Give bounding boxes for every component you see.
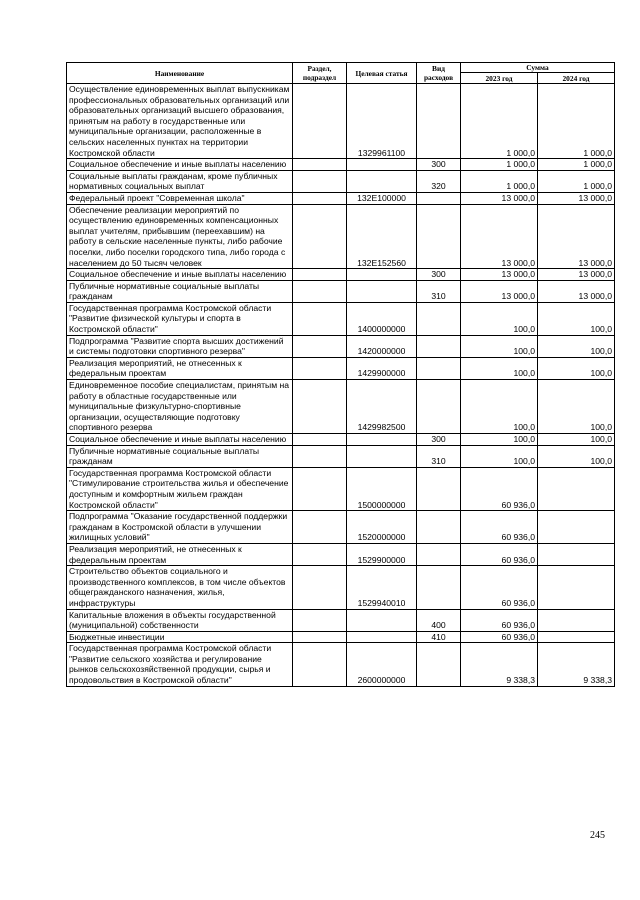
row-section [293, 84, 347, 159]
row-sum-2024: 1 000,0 [538, 159, 615, 171]
table-body [67, 84, 615, 687]
row-expense-type [417, 566, 461, 609]
row-expense-type [417, 192, 461, 204]
table-row [67, 380, 615, 434]
row-name: Реализация мероприятий, не отнесенных к федеральным проектам [67, 357, 293, 379]
row-section [293, 445, 347, 467]
page-number: 245 [590, 830, 605, 841]
row-target: 132E152560 [347, 204, 417, 269]
row-section [293, 192, 347, 204]
row-target [347, 280, 417, 302]
row-sum-2023: 1 000,0 [461, 159, 538, 171]
row-name: Федеральный проект "Современная школа" [67, 192, 293, 204]
header-sum: Сумма [461, 63, 615, 73]
row-name: Социальное обеспечение и иные выплаты населению [67, 434, 293, 446]
row-sum-2024: 100,0 [538, 357, 615, 379]
row-expense-type: 320 [417, 170, 461, 192]
row-section [293, 335, 347, 357]
row-target: 1329961100 [347, 84, 417, 159]
row-name: Обеспечение реализации мероприятий по осуществлению единовременных компенсационных выплат учителям, прибывшим (переехавшим) на работу в сельские населенные пункты, либо рабочие поселки, либо поселки городского типа, либо города с населением до 50 тысяч человек [67, 204, 293, 269]
row-sum-2024 [538, 609, 615, 631]
row-expense-type: 410 [417, 631, 461, 643]
row-target: 1429900000 [347, 357, 417, 379]
row-sum-2023: 1 000,0 [461, 84, 538, 159]
row-name: Социальные выплаты гражданам, кроме публичных нормативных социальных выплат [67, 170, 293, 192]
table-row [67, 192, 615, 204]
row-section [293, 643, 347, 686]
table-row [67, 445, 615, 467]
table-row [67, 543, 615, 565]
row-name: Публичные нормативные социальные выплаты гражданам [67, 445, 293, 467]
row-expense-type [417, 302, 461, 335]
row-section [293, 170, 347, 192]
row-name: Социальное обеспечение и иные выплаты населению [67, 269, 293, 281]
row-section [293, 631, 347, 643]
row-sum-2023: 13 000,0 [461, 192, 538, 204]
table-row [67, 357, 615, 379]
row-section [293, 380, 347, 434]
row-target [347, 434, 417, 446]
row-target: 1529940010 [347, 566, 417, 609]
row-target [347, 609, 417, 631]
row-sum-2024 [538, 543, 615, 565]
row-target [347, 159, 417, 171]
row-expense-type: 300 [417, 434, 461, 446]
row-target: 1400000000 [347, 302, 417, 335]
row-sum-2023: 100,0 [461, 357, 538, 379]
header-section: Раздел, подраздел [293, 63, 347, 84]
row-section [293, 302, 347, 335]
row-sum-2023: 60 936,0 [461, 467, 538, 510]
row-target: 1500000000 [347, 467, 417, 510]
row-section [293, 543, 347, 565]
row-section [293, 269, 347, 281]
row-sum-2023: 1 000,0 [461, 170, 538, 192]
row-expense-type [417, 357, 461, 379]
row-target: 1420000000 [347, 335, 417, 357]
row-sum-2024: 1 000,0 [538, 170, 615, 192]
row-expense-type: 310 [417, 280, 461, 302]
row-sum-2023: 60 936,0 [461, 566, 538, 609]
row-sum-2023: 60 936,0 [461, 543, 538, 565]
row-section [293, 609, 347, 631]
row-expense-type: 300 [417, 269, 461, 281]
row-expense-type [417, 335, 461, 357]
table-row [67, 434, 615, 446]
row-sum-2024: 100,0 [538, 380, 615, 434]
row-sum-2024: 13 000,0 [538, 204, 615, 269]
row-name: Бюджетные инвестиции [67, 631, 293, 643]
row-target [347, 170, 417, 192]
row-sum-2023: 60 936,0 [461, 609, 538, 631]
row-expense-type: 300 [417, 159, 461, 171]
row-name: Государственная программа Костромской области "Развитие физической культуры и спорта в Костромской области" [67, 302, 293, 335]
row-target: 1429982500 [347, 380, 417, 434]
row-sum-2024 [538, 566, 615, 609]
row-sum-2024: 13 000,0 [538, 192, 615, 204]
row-sum-2023: 9 338,3 [461, 643, 538, 686]
row-sum-2024: 100,0 [538, 434, 615, 446]
row-sum-2023: 60 936,0 [461, 631, 538, 643]
row-target [347, 445, 417, 467]
row-name: Единовременное пособие специалистам, принятым на работу в областные государственные или муниципальные физкультурно-спортивные организации, осуществляющие подготовку спортивного резерва [67, 380, 293, 434]
row-target [347, 269, 417, 281]
header-year-2024: 2024 год [538, 73, 615, 84]
row-section [293, 511, 347, 544]
table-row [67, 631, 615, 643]
row-name: Строительство объектов социального и производственного комплексов, в том числе объектов общегражданского назначения, жилья, инфраструктуры [67, 566, 293, 609]
row-target [347, 631, 417, 643]
row-sum-2023: 100,0 [461, 302, 538, 335]
row-sum-2023: 13 000,0 [461, 269, 538, 281]
row-expense-type [417, 204, 461, 269]
row-sum-2024: 1 000,0 [538, 84, 615, 159]
row-name: Социальное обеспечение и иные выплаты населению [67, 159, 293, 171]
row-name: Государственная программа Костромской области "Стимулирование строительства жилья и обеспечение доступным и комфортным жильем граждан Костромской области" [67, 467, 293, 510]
header-target: Целевая статья [347, 63, 417, 84]
row-target: 1520000000 [347, 511, 417, 544]
table-row [67, 269, 615, 281]
row-target: 2600000000 [347, 643, 417, 686]
row-sum-2023: 13 000,0 [461, 280, 538, 302]
header-expense-type: Вид расходов [417, 63, 461, 84]
row-expense-type [417, 84, 461, 159]
row-sum-2024: 100,0 [538, 335, 615, 357]
row-sum-2024 [538, 467, 615, 510]
row-sum-2023: 60 936,0 [461, 511, 538, 544]
table-row [67, 204, 615, 269]
row-name: Подпрограмма "Развитие спорта высших достижений и системы подготовки спортивного резерва" [67, 335, 293, 357]
row-sum-2023: 13 000,0 [461, 204, 538, 269]
row-sum-2024 [538, 631, 615, 643]
header-name: Наименование [67, 63, 293, 84]
row-target: 132E100000 [347, 192, 417, 204]
row-section [293, 280, 347, 302]
row-expense-type [417, 380, 461, 434]
table-row [67, 84, 615, 159]
row-name: Публичные нормативные социальные выплаты гражданам [67, 280, 293, 302]
row-sum-2023: 100,0 [461, 335, 538, 357]
table-row [67, 643, 615, 686]
table-row [67, 335, 615, 357]
row-sum-2024: 9 338,3 [538, 643, 615, 686]
row-name: Государственная программа Костромской области "Развитие сельского хозяйства и регулирование рынков сельскохозяйственной продукции, сырья и продовольствия в Костромской области" [67, 643, 293, 686]
row-expense-type [417, 643, 461, 686]
row-section [293, 357, 347, 379]
row-sum-2024: 13 000,0 [538, 280, 615, 302]
table-row [67, 280, 615, 302]
row-sum-2024: 13 000,0 [538, 269, 615, 281]
budget-table [66, 62, 615, 687]
table-row [67, 467, 615, 510]
row-expense-type [417, 543, 461, 565]
row-sum-2023: 100,0 [461, 445, 538, 467]
row-name: Капитальные вложения в объекты государственной (муниципальной) собственности [67, 609, 293, 631]
row-section [293, 434, 347, 446]
row-name: Подпрограмма "Оказание государственной поддержки гражданам в Костромской области в улучшении жилищных условий" [67, 511, 293, 544]
table-row [67, 609, 615, 631]
row-sum-2024 [538, 511, 615, 544]
row-name: Реализация мероприятий, не отнесенных к федеральным проектам [67, 543, 293, 565]
row-expense-type [417, 511, 461, 544]
row-section [293, 204, 347, 269]
row-sum-2024: 100,0 [538, 445, 615, 467]
row-section [293, 566, 347, 609]
row-target: 1529900000 [347, 543, 417, 565]
row-section [293, 159, 347, 171]
table-row [67, 170, 615, 192]
row-sum-2023: 100,0 [461, 434, 538, 446]
table-row [67, 566, 615, 609]
table-row [67, 302, 615, 335]
header-year-2023: 2023 год [461, 73, 538, 84]
row-sum-2023: 100,0 [461, 380, 538, 434]
row-expense-type: 310 [417, 445, 461, 467]
row-expense-type: 400 [417, 609, 461, 631]
table-row [67, 511, 615, 544]
table-row [67, 159, 615, 171]
row-name: Осуществление единовременных выплат выпускникам профессиональных образовательных организаций или образовательных организаций высшего образования, принятым на работу в государственные или муниципальные организации, расположенные в сельских населенных пунктах на территории Костромской области [67, 84, 293, 159]
row-section [293, 467, 347, 510]
row-expense-type [417, 467, 461, 510]
row-sum-2024: 100,0 [538, 302, 615, 335]
